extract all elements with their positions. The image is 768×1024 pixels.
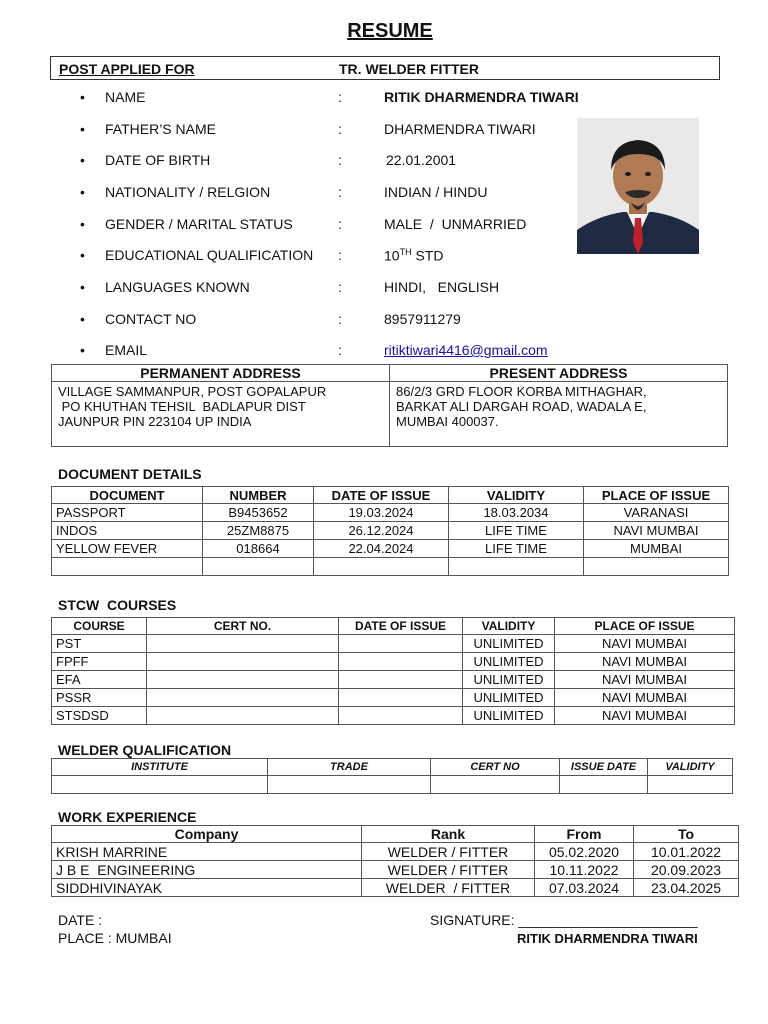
stcw-courses-table	[51, 617, 735, 725]
address-table	[51, 364, 728, 447]
table-cell: NAVI MUMBAI	[555, 635, 735, 653]
table-cell: LIFE TIME	[449, 522, 584, 540]
table-cell: NAVI MUMBAI	[555, 689, 735, 707]
table-header: Company	[52, 826, 362, 843]
signature-name: RITIK DHARMENDRA TIWARI	[517, 931, 698, 946]
personal-label: DATE OF BIRTH	[105, 152, 211, 168]
table-header-row	[52, 487, 729, 504]
table-cell: 25ZM8875	[203, 522, 314, 540]
table-cell	[648, 776, 733, 794]
permanent-address-cell	[52, 382, 390, 447]
table-cell	[52, 776, 268, 794]
table-cell	[584, 558, 729, 576]
table-header: DATE OF ISSUE	[314, 487, 449, 504]
table-cell: NAVI MUMBAI	[584, 522, 729, 540]
table-cell: UNLIMITED	[463, 707, 555, 725]
table-cell: KRISH MARRINE	[52, 843, 362, 861]
bullet-icon: •	[80, 216, 85, 232]
permanent-address-line: JAUNPUR PIN 223104 UP INDIA	[58, 414, 252, 429]
table-header-row	[52, 618, 735, 635]
colon-separator: :	[338, 89, 342, 105]
colon-separator: :	[338, 279, 342, 295]
table-cell: PASSPORT	[52, 504, 203, 522]
table-row	[52, 653, 735, 671]
table-cell	[339, 707, 463, 725]
table-header: VALIDITY	[463, 618, 555, 635]
page-title: RESUME	[347, 20, 433, 42]
table-cell: FPFF	[52, 653, 147, 671]
table-cell	[449, 558, 584, 576]
bullet-icon: •	[80, 279, 85, 295]
table-cell	[431, 776, 560, 794]
work-experience-heading: WORK EXPERIENCE	[58, 809, 197, 825]
table-cell	[147, 689, 339, 707]
table-row	[52, 540, 729, 558]
table-cell	[52, 558, 203, 576]
personal-value	[384, 247, 443, 264]
table-cell: NAVI MUMBAI	[555, 707, 735, 725]
colon-separator: :	[338, 247, 342, 263]
bullet-icon: •	[80, 247, 85, 263]
table-row-empty	[52, 558, 729, 576]
table-header: PLACE OF ISSUE	[555, 618, 735, 635]
bullet-icon: •	[80, 342, 85, 358]
table-cell: B9453652	[203, 504, 314, 522]
table-header-row	[52, 759, 733, 776]
work-experience-table	[51, 825, 739, 897]
personal-value: 22.01.2001	[386, 152, 457, 168]
personal-label: NATIONALITY / RELGION	[105, 184, 271, 200]
table-header: Rank	[362, 826, 535, 843]
table-header: From	[535, 826, 634, 843]
personal-value: 8957911279	[384, 311, 461, 327]
date-label: DATE :	[58, 912, 103, 928]
table-header-row	[52, 826, 739, 843]
table-header: INSTITUTE	[52, 759, 268, 776]
table-cell	[339, 653, 463, 671]
table-cell	[560, 776, 648, 794]
table-row	[52, 861, 739, 879]
table-cell	[339, 635, 463, 653]
table-header: DOCUMENT	[52, 487, 203, 504]
table-cell: STSDSD	[52, 707, 147, 725]
post-applied-value: TR. WELDER FITTER	[339, 61, 479, 77]
table-cell: INDOS	[52, 522, 203, 540]
colon-separator: :	[338, 216, 342, 232]
colon-separator: :	[338, 184, 342, 200]
table-cell: WELDER / FITTER	[362, 861, 535, 879]
table-row	[52, 504, 729, 522]
personal-label: LANGUAGES KNOWN	[105, 279, 250, 295]
present-address-line: 86/2/3 GRD FLOOR KORBA MITHAGHAR,	[396, 384, 647, 399]
table-cell: PSSR	[52, 689, 147, 707]
table-row	[52, 635, 735, 653]
table-row	[52, 707, 735, 725]
table-cell: PST	[52, 635, 147, 653]
table-row	[52, 522, 729, 540]
personal-label: GENDER / MARITAL STATUS	[105, 216, 293, 232]
table-row	[52, 689, 735, 707]
table-cell: SIDDHIVINAYAK	[52, 879, 362, 897]
table-header: PLACE OF ISSUE	[584, 487, 729, 504]
post-applied-label: POST APPLIED FOR	[59, 61, 195, 77]
colon-separator: :	[338, 121, 342, 137]
email-link[interactable]: ritiktiwari4416@gmail.com	[384, 342, 548, 358]
bullet-icon: •	[80, 311, 85, 327]
colon-separator: :	[338, 152, 342, 168]
bullet-icon: •	[80, 152, 85, 168]
present-address-header: PRESENT ADDRESS	[390, 365, 728, 382]
document-details-heading: DOCUMENT DETAILS	[58, 466, 202, 482]
table-header: COURSE	[52, 618, 147, 635]
table-header: CERT NO	[431, 759, 560, 776]
personal-label: EDUCATIONAL QUALIFICATION	[105, 247, 314, 263]
table-cell: WELDER / FITTER	[362, 843, 535, 861]
bullet-icon: •	[80, 184, 85, 200]
bullet-icon: •	[80, 89, 85, 105]
colon-separator: :	[338, 311, 342, 327]
education-value-suffix: STD	[411, 247, 444, 264]
table-cell: 10.01.2022	[634, 843, 739, 861]
table-cell: NAVI MUMBAI	[555, 653, 735, 671]
table-cell: UNLIMITED	[463, 635, 555, 653]
education-value-number: 10	[384, 247, 400, 264]
table-cell: 18.03.2034	[449, 504, 584, 522]
table-row-empty	[52, 776, 733, 794]
present-address-line: MUMBAI 400037.	[396, 414, 499, 429]
table-cell: EFA	[52, 671, 147, 689]
table-cell	[268, 776, 431, 794]
personal-label: EMAIL	[105, 342, 148, 358]
colon-separator: :	[338, 342, 342, 358]
table-cell: VARANASI	[584, 504, 729, 522]
profile-photo	[577, 118, 699, 254]
personal-label: NAME	[105, 89, 146, 105]
table-cell: LIFE TIME	[449, 540, 584, 558]
table-cell	[339, 671, 463, 689]
table-cell: WELDER / FITTER	[362, 879, 535, 897]
table-cell	[147, 671, 339, 689]
table-cell: 22.04.2024	[314, 540, 449, 558]
permanent-address-header: PERMANENT ADDRESS	[52, 365, 390, 382]
table-row	[52, 843, 739, 861]
place-label: PLACE : MUMBAI	[58, 930, 172, 946]
welder-qualification-heading: WELDER QUALIFICATION	[58, 742, 232, 758]
table-cell: 20.09.2023	[634, 861, 739, 879]
table-cell: NAVI MUMBAI	[555, 671, 735, 689]
post-applied-box	[50, 56, 720, 80]
table-header: DATE OF ISSUE	[339, 618, 463, 635]
table-header: To	[634, 826, 739, 843]
table-cell: 018664	[203, 540, 314, 558]
personal-value: HINDI, ENGLISH	[384, 279, 500, 295]
table-cell: YELLOW FEVER	[52, 540, 203, 558]
table-cell: 05.02.2020	[535, 843, 634, 861]
table-header: CERT NO.	[147, 618, 339, 635]
table-cell: UNLIMITED	[463, 671, 555, 689]
table-header: VALIDITY	[648, 759, 733, 776]
document-details-table	[51, 486, 729, 576]
bullet-icon: •	[80, 121, 85, 137]
person-photo-icon	[577, 118, 699, 254]
table-cell: 07.03.2024	[535, 879, 634, 897]
personal-value: MALE / UNMARRIED	[384, 216, 527, 232]
table-cell: 23.04.2025	[634, 879, 739, 897]
present-address-cell	[390, 382, 728, 447]
permanent-address-line: PO KHUTHAN TEHSIL BADLAPUR DIST	[58, 399, 306, 414]
personal-label: FATHER’S NAME	[105, 121, 216, 137]
table-cell: 19.03.2024	[314, 504, 449, 522]
table-cell	[147, 653, 339, 671]
personal-value: DHARMENDRA TIWARI	[384, 121, 536, 137]
table-cell: 10.11.2022	[535, 861, 634, 879]
table-cell: UNLIMITED	[463, 689, 555, 707]
table-cell	[147, 707, 339, 725]
table-row	[52, 879, 739, 897]
table-cell	[339, 689, 463, 707]
table-cell: J B E ENGINEERING	[52, 861, 362, 879]
education-value-superscript: TH	[399, 247, 412, 257]
personal-label: CONTACT NO	[105, 311, 197, 327]
table-header: TRADE	[268, 759, 431, 776]
personal-value: INDIAN / HINDU	[384, 184, 488, 200]
personal-value: RITIK DHARMENDRA TIWARI	[384, 89, 579, 105]
stcw-courses-heading: STCW COURSES	[58, 597, 177, 613]
table-cell: MUMBAI	[584, 540, 729, 558]
table-header: NUMBER	[203, 487, 314, 504]
table-row	[52, 671, 735, 689]
welder-qualification-table	[51, 758, 733, 794]
table-cell	[314, 558, 449, 576]
present-address-line: BARKAT ALI DARGAH ROAD, WADALA E,	[396, 399, 647, 414]
table-cell	[203, 558, 314, 576]
table-cell: UNLIMITED	[463, 653, 555, 671]
table-header: VALIDITY	[449, 487, 584, 504]
table-cell: 26.12.2024	[314, 522, 449, 540]
table-cell	[147, 635, 339, 653]
table-header: ISSUE DATE	[560, 759, 648, 776]
signature-label: SIGNATURE: _______________________	[430, 912, 698, 928]
permanent-address-line: VILLAGE SAMMANPUR, POST GOPALAPUR	[58, 384, 327, 399]
